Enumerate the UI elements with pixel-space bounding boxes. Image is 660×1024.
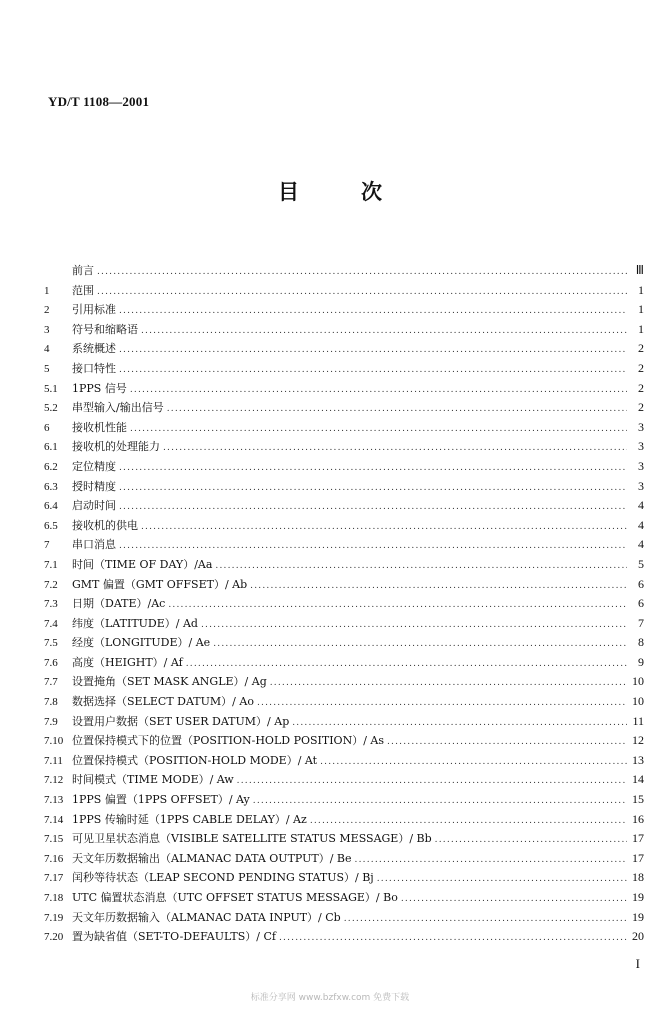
toc-entry-page: 1 (638, 302, 644, 317)
toc-entry[interactable] (44, 576, 644, 596)
toc-entry-title: 天文年历数据输出（ALMANAC DATA OUTPUT）/ Be (72, 851, 352, 865)
toc-entry[interactable] (44, 262, 644, 282)
toc-leader-dots (186, 659, 627, 669)
toc-leader-dots (401, 894, 627, 904)
toc-entry-page: 17 (632, 850, 644, 865)
toc-entry-number: 7.8 (44, 696, 58, 709)
toc-entry[interactable] (44, 556, 644, 576)
toc-entry[interactable] (44, 791, 644, 811)
toc-entry-number: 7.12 (44, 774, 64, 787)
toc-entry-number: 7.9 (44, 715, 58, 728)
toc-entry[interactable] (44, 850, 644, 870)
toc-leader-dots (377, 874, 627, 884)
toc-entry-title: 日期（DATE）/Ac (72, 597, 166, 611)
toc-leader-dots (119, 541, 627, 551)
toc-entry-title: 1PPS 偏置（1PPS OFFSET）/ Ay (72, 793, 250, 807)
toc-entry[interactable] (44, 713, 644, 733)
toc-title-right: 次 (361, 180, 382, 204)
toc-leader-dots (320, 757, 627, 767)
toc-entry[interactable] (44, 889, 644, 909)
toc-entry[interactable] (44, 282, 644, 302)
toc-entry-number: 7.2 (44, 578, 58, 591)
toc-entry-page: 7 (638, 615, 644, 630)
toc-leader-dots (168, 600, 627, 610)
toc-entry-page: 17 (632, 831, 644, 846)
toc-entry-page: 11 (632, 713, 644, 728)
toc-leader-dots (141, 326, 627, 336)
toc-entry-page: 2 (638, 341, 644, 356)
toc-entry[interactable] (44, 909, 644, 929)
toc-entry-page: 5 (638, 556, 644, 571)
toc-entry-number: 2 (44, 304, 50, 317)
toc-leader-dots (141, 522, 627, 532)
toc-entry-title: 符号和缩略语 (72, 322, 138, 336)
toc-entry-number: 7.15 (44, 833, 64, 846)
toc-entry-page: 20 (632, 929, 644, 944)
toc-title (0, 176, 660, 206)
toc-entry-number: 7.10 (44, 735, 64, 748)
toc-entry-title: 置为缺省值（SET-TO-DEFAULTS）/ Cf (72, 930, 276, 944)
toc-entry-page: 3 (638, 478, 644, 493)
toc-entry-title: 1PPS 传输时延（1PPS CABLE DELAY）/ Az (72, 812, 307, 826)
toc-entry[interactable] (44, 771, 644, 791)
toc-entry-title: 范围 (72, 283, 94, 297)
toc-entry-number: 6.1 (44, 441, 58, 454)
toc-leader-dots (119, 483, 627, 493)
toc-entry-number: 7.13 (44, 794, 64, 807)
toc-entry-number: 3 (44, 323, 50, 336)
table-of-contents (44, 262, 644, 948)
toc-entry-number: 7.17 (44, 872, 64, 885)
toc-entry-page: 14 (632, 772, 644, 787)
toc-entry-number: 5.1 (44, 382, 58, 395)
toc-entry[interactable] (44, 380, 644, 400)
toc-leader-dots (257, 698, 627, 708)
toc-entry-number: 7.11 (44, 754, 63, 767)
toc-entry-title: 高度（HEIGHT）/ Af (72, 655, 183, 669)
toc-entry-number: 7.1 (44, 558, 58, 571)
toc-entry-page: 10 (632, 674, 644, 689)
toc-entry-title: 定位精度 (72, 459, 116, 473)
toc-entry[interactable] (44, 419, 644, 439)
toc-leader-dots (119, 306, 627, 316)
toc-entry-number: 7.7 (44, 676, 58, 689)
toc-entry-page: 6 (638, 596, 644, 611)
toc-entry-title: 数据选择（SELECT DATUM）/ Ao (72, 695, 254, 709)
toc-leader-dots (292, 718, 627, 728)
toc-entry[interactable] (44, 869, 644, 889)
toc-leader-dots (119, 345, 627, 355)
toc-entry-title: 引用标准 (72, 303, 116, 317)
toc-entry[interactable] (44, 360, 644, 380)
toc-leader-dots (119, 365, 627, 375)
toc-entry-page: 15 (632, 792, 644, 807)
toc-entry-title: 系统概述 (72, 342, 116, 356)
toc-entry-title: 闰秒等待状态（LEAP SECOND PENDING STATUS）/ Bj (72, 871, 374, 885)
toc-entry-number: 7 (44, 539, 50, 552)
toc-leader-dots (130, 385, 627, 395)
toc-entry[interactable] (44, 340, 644, 360)
toc-entry[interactable] (44, 693, 644, 713)
toc-entry-title: 经度（LONGITUDE）/ Ae (72, 636, 211, 650)
toc-entry[interactable] (44, 478, 644, 498)
toc-entry-number: 7.20 (44, 931, 64, 944)
toc-entry-title: 串口消息 (72, 538, 116, 552)
toc-entry[interactable] (44, 458, 644, 478)
toc-entry-title: 天文年历数据输入（ALMANAC DATA INPUT）/ Cb (72, 910, 341, 924)
toc-entry-page: 3 (638, 458, 644, 473)
toc-entry[interactable] (44, 830, 644, 850)
toc-entry-title: UTC 偏置状态消息（UTC OFFSET STATUS MESSAGE）/ Bo (72, 891, 398, 904)
toc-entry[interactable] (44, 811, 644, 831)
toc-entry-page: 19 (632, 909, 644, 924)
toc-leader-dots (270, 678, 627, 688)
toc-entry-page: 2 (638, 400, 644, 415)
toc-entry-page: 16 (632, 811, 644, 826)
toc-entry-title: 位置保持模式下的位置（POSITION-HOLD POSITION）/ As (72, 734, 384, 748)
toc-title-left: 目 (278, 180, 299, 204)
toc-leader-dots (119, 463, 627, 473)
footer-watermark: 标准分享网 www.bzfxw.com 免费下载 (250, 993, 410, 1003)
toc-entry-title: GMT 偏置（GMT OFFSET）/ Ab (72, 577, 248, 591)
toc-entry[interactable] (44, 634, 644, 654)
toc-entry-number: 7.5 (44, 637, 58, 650)
toc-entry-page: 8 (638, 635, 644, 650)
toc-entry-page: 4 (638, 537, 644, 552)
toc-entry[interactable] (44, 752, 644, 772)
toc-leader-dots (344, 914, 627, 924)
toc-leader-dots (119, 502, 627, 512)
toc-leader-dots (97, 267, 627, 277)
toc-entry-page: 3 (638, 419, 644, 434)
toc-entry-title: 串型输入/输出信号 (72, 401, 164, 415)
toc-entry-page: 1 (638, 321, 644, 336)
toc-entry-number: 6.3 (44, 480, 58, 493)
toc-entry-page: Ⅲ (635, 263, 644, 277)
toc-entry-number: 7.19 (44, 911, 64, 924)
toc-entry-page: 3 (638, 439, 644, 454)
toc-leader-dots (97, 287, 627, 297)
toc-leader-dots (201, 620, 627, 630)
toc-entry-number: 7.14 (44, 813, 64, 826)
toc-entry-number: 5.2 (44, 402, 58, 415)
toc-entry[interactable] (44, 673, 644, 693)
toc-entry-title: 可见卫星状态消息（VISIBLE SATELLITE STATUS MESSAGE）/ Bb (72, 832, 432, 846)
toc-entry-page: 13 (632, 752, 644, 767)
toc-entry[interactable] (44, 438, 644, 458)
toc-entry-number: 7.18 (44, 892, 64, 904)
toc-entry[interactable] (44, 654, 644, 674)
toc-entry[interactable] (44, 595, 644, 615)
toc-entry[interactable] (44, 536, 644, 556)
toc-entry-number: 7.6 (44, 656, 58, 669)
toc-leader-dots (310, 816, 627, 826)
toc-entry-page: 9 (638, 654, 644, 669)
toc-entry-title: 纬度（LATITUDE）/ Ad (72, 616, 198, 630)
toc-entry-page: 10 (632, 694, 644, 709)
toc-entry-number: 6.2 (44, 460, 58, 473)
toc-entry[interactable] (44, 301, 644, 321)
toc-entry-number: 5 (44, 362, 50, 375)
toc-entry-page: 6 (638, 576, 644, 591)
toc-entry-title: 接收机的供电 (72, 518, 138, 532)
toc-entry[interactable] (44, 321, 644, 341)
toc-entry-title: 接口特性 (72, 361, 116, 375)
toc-entry-title: 接收机性能 (72, 420, 127, 434)
toc-entry[interactable] (44, 497, 644, 517)
toc-entry-number: 7.16 (44, 852, 64, 865)
toc-entry-number: 7.4 (44, 617, 58, 630)
toc-leader-dots (130, 424, 627, 434)
toc-entry-page: 19 (632, 890, 644, 904)
toc-entry[interactable] (44, 399, 644, 419)
toc-entry-title: 接收机的处理能力 (72, 440, 160, 454)
toc-entry-page: 2 (638, 380, 644, 395)
toc-entry-page: 12 (632, 733, 644, 748)
toc-entry-number: 6.5 (44, 519, 58, 532)
toc-leader-dots (250, 581, 627, 591)
toc-entry-title: 授时精度 (72, 479, 116, 493)
toc-leader-dots (237, 776, 627, 786)
toc-entry-number: 6 (44, 421, 50, 434)
toc-entry-number: 7.3 (44, 598, 58, 611)
toc-entry-page: 1 (638, 282, 644, 297)
toc-entry-number: 4 (44, 343, 50, 356)
toc-entry-page: 4 (638, 517, 644, 532)
toc-entry-title: 设置用户数据（SET USER DATUM）/ Ap (72, 714, 290, 728)
toc-leader-dots (163, 443, 627, 453)
toc-entry-number: 6.4 (44, 500, 58, 513)
toc-leader-dots (355, 855, 627, 865)
toc-entry-title: 前言 (72, 264, 94, 277)
toc-entry-page: 2 (638, 360, 644, 375)
toc-entry[interactable] (44, 928, 644, 948)
toc-entry[interactable] (44, 615, 644, 635)
toc-entry[interactable] (44, 732, 644, 752)
toc-leader-dots (253, 796, 627, 806)
toc-leader-dots (213, 639, 627, 649)
toc-entry[interactable] (44, 517, 644, 537)
toc-entry-page: 18 (632, 870, 644, 885)
toc-leader-dots (167, 404, 627, 414)
toc-entry-title: 时间（TIME OF DAY）/Aa (72, 557, 213, 571)
toc-entry-title: 位置保持模式（POSITION-HOLD MODE）/ At (72, 753, 318, 767)
toc-entry-title: 启动时间 (72, 499, 116, 513)
toc-entry-number: 1 (44, 284, 50, 297)
toc-entry-title: 时间模式（TIME MODE）/ Aw (72, 773, 234, 787)
standard-code: YD/T 1108—2001 (48, 94, 150, 109)
toc-entry-page: 4 (638, 498, 644, 513)
toc-entry-title: 设置掩角（SET MASK ANGLE）/ Ag (72, 675, 267, 689)
page-number: I (635, 956, 640, 971)
toc-leader-dots (387, 737, 627, 747)
toc-entry-title: 1PPS 信号 (72, 381, 127, 395)
toc-leader-dots (215, 561, 627, 571)
toc-leader-dots (435, 835, 627, 845)
toc-leader-dots (279, 933, 627, 943)
